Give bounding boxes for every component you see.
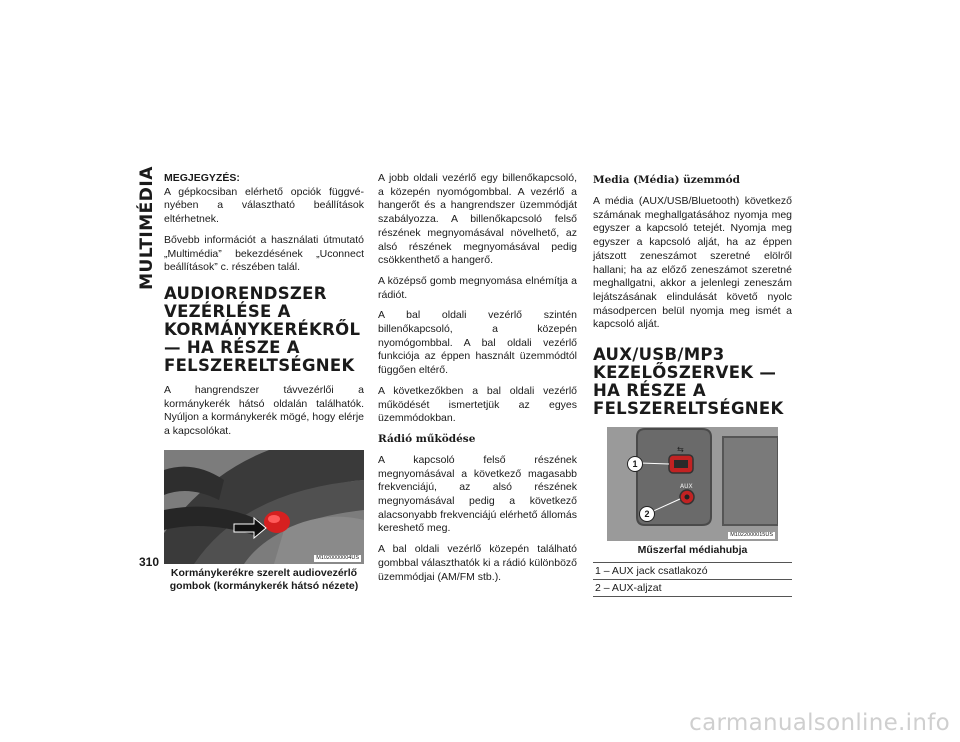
sub-heading: Media (Média) üzemmód: [593, 174, 740, 186]
watermark: carmanualsonline.info: [689, 710, 950, 736]
callout-2: 2: [639, 506, 655, 522]
paragraph: A bal oldali vezérlő szintén billenőkapcsoló, a közepén nyomógombbal. A bal oldali vezérlő funkciója az éppen használt üzemmódtól függően eltérő.: [378, 309, 577, 377]
paragraph: A hangrendszer távvezérlői a kormánykerék hátsó oldalán találhatók. Nyúljon a kormánykerék mögé, hogy elérje a kapcsolókat.: [164, 383, 364, 438]
legend-table: [593, 562, 792, 597]
steering-wheel-illustration: [164, 450, 364, 564]
paragraph: A következőkben a bal oldali vezérlő működését ismertetjük az egyes üzemmódokban.: [378, 384, 577, 425]
note-title: MEGJEGYZÉS:: [164, 172, 240, 184]
paragraph: A középső gomb megnyomása elnémítja a rádiót.: [378, 274, 577, 301]
media-hub-figure: [607, 427, 778, 541]
aux-label: AUX: [680, 483, 693, 491]
page-number: 310: [139, 555, 160, 569]
paragraph: A bal oldali vezérlő közepén található gombbal választhatók ki a rádió különböző üzemmódjai (AM/FM stb.).: [378, 543, 577, 583]
paragraph: A kapcsoló felső részének megnyomásával a következő magasabb frekvenciájú, az alsó részének megnyomásával pedig a következő alacsonyabb frekvenciájú elérhető állomás kereshető meg.: [378, 453, 577, 535]
section-heading: AUDIORENDSZER VEZÉRLÉSE A KORMÁNYKERÉKRŐL — HA RÉSZE A FELSZERELTSÉGNEK: [164, 283, 361, 375]
paragraph: A jobb oldali vezérlő egy billenőkapcsoló, a közepén nyomógombbal. A vezérlő a hangerőt és a hangrendszer üzemmódját szabályozza. A billenőkapcsoló felső részének megnyomásával növelhető, az alsó részének megnyomásával pedig csökkenthető a hangerő.: [378, 172, 577, 267]
legend-item: 1 – AUX jack csatlakozó: [593, 562, 792, 579]
section-heading: AUX/USB/MP3 KEZELŐSZERVEK — HA RÉSZE A FELSZERELTSÉGNEK: [593, 345, 784, 419]
figure-code: M1020000004US: [316, 554, 359, 561]
media-hub-illustration: [607, 427, 778, 541]
section-tab: [136, 165, 158, 290]
note-text: A gépkocsiban elérhető opciók függvényében a választható beállítások eltérhetnek.: [164, 185, 364, 226]
section-tab-label: MULTIMÉDIA: [137, 165, 158, 290]
column-1: [164, 172, 364, 594]
steering-wheel-figure: [164, 450, 364, 564]
paragraph: Bővebb információt a használati útmutató „Multimédia” bekezdésének „Uconnect beállítások” c. részében talál.: [164, 233, 364, 274]
svg-text:⇆: ⇆: [677, 445, 684, 455]
legend-item: 2 – AUX-aljzat: [593, 579, 792, 597]
paragraph: A média (AUX/USB/Bluetooth) következő számának meghallgatásához nyomja meg egyszer a kapcsoló tetejét. Nyomja meg egyszer a kapcsoló alját, ha az éppen játszott zeneszámot szeretné elölről hallani; ha az előző zeneszámot szeretné meghallgatni, akkor a jelenlegi zeneszám lejátszásának elindulását követő nyolc másodpercen belül nyomja meg ismét a kapcsoló alját.: [593, 195, 792, 331]
column-2: [378, 172, 577, 591]
sub-heading: Rádió működése: [378, 432, 476, 445]
figure-caption: Műszerfal médiahubja: [637, 544, 748, 557]
callout-1: 1: [627, 456, 643, 472]
column-3: [593, 172, 792, 597]
figure-code: M1022000015US: [730, 532, 773, 539]
figure-caption: Kormánykerékre szerelt audiovezérlő gombok (kormánykerék hátsó nézete): [169, 566, 359, 593]
